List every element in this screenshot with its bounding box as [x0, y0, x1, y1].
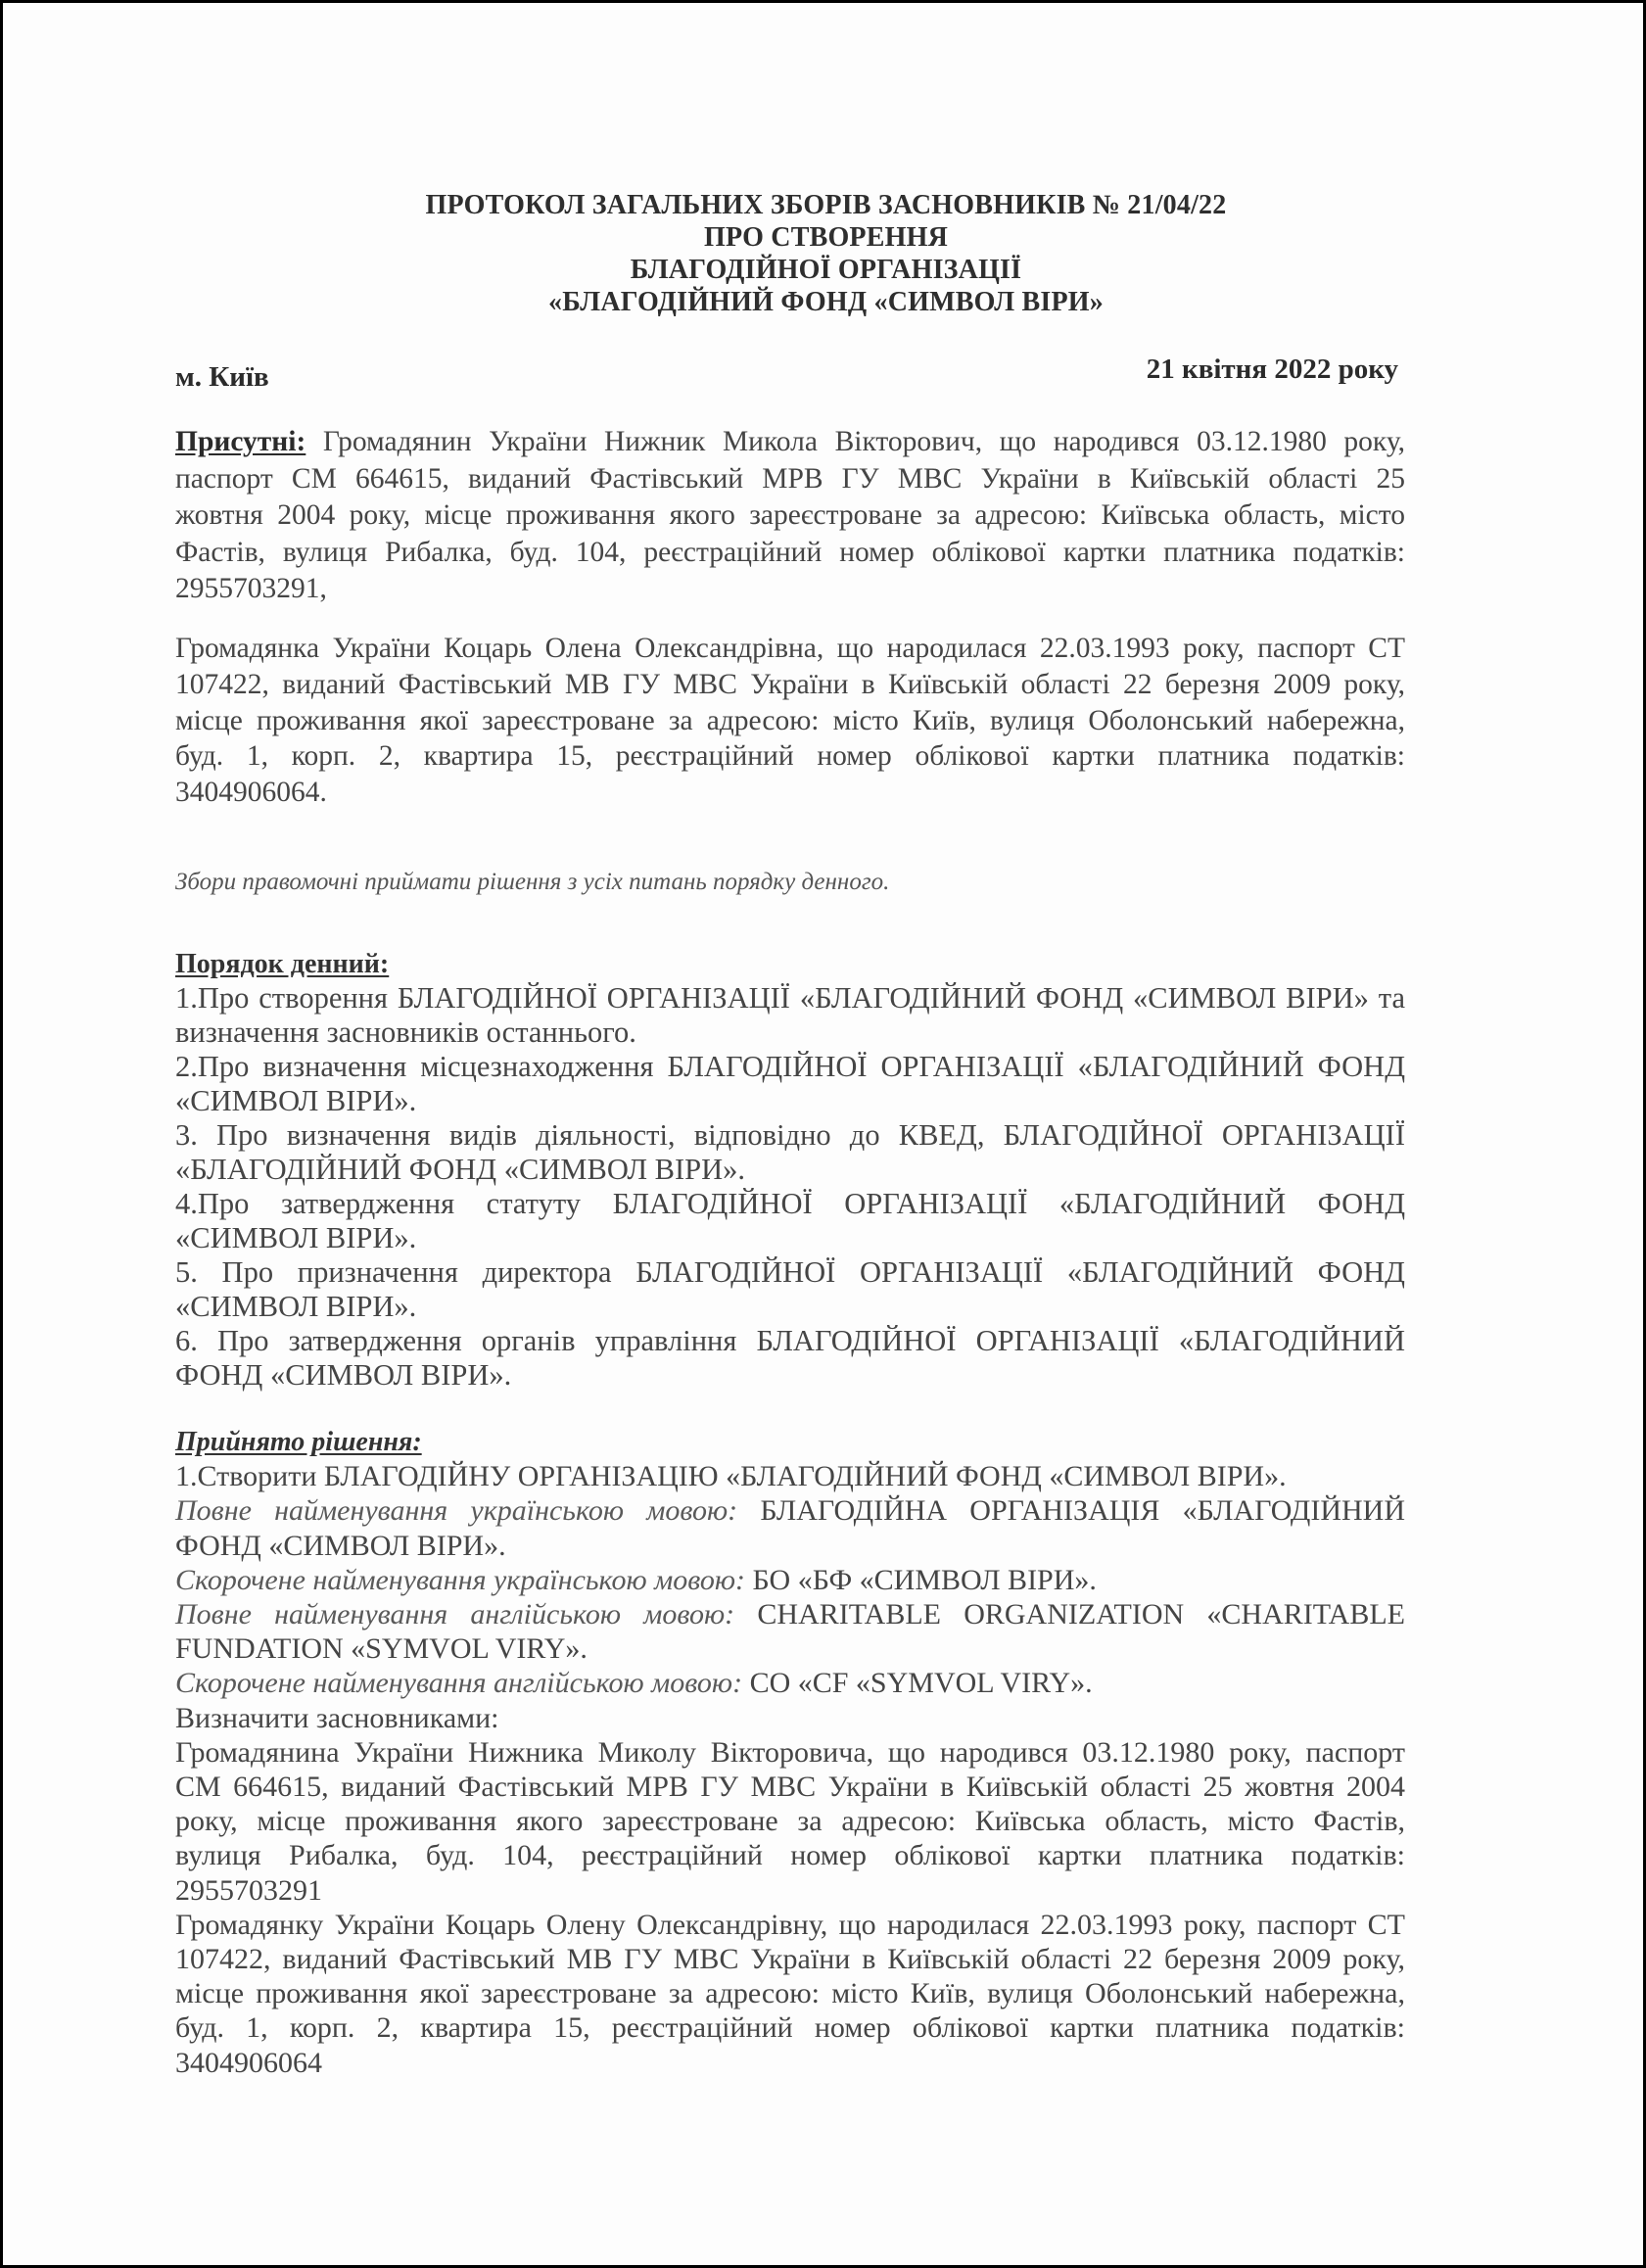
- founder-1-line: 2955703291: [175, 1873, 322, 1907]
- short-en-label: Скорочене найменування англійською мовою:: [175, 1667, 743, 1700]
- full-ua-value-cont: ФОНД «СИМВОЛ ВІРИ».: [175, 1529, 506, 1562]
- present-person-1: [175, 424, 1405, 608]
- date: 21 квітня 2022 року: [1146, 354, 1398, 385]
- full-en-label: Повне найменування англійською мовою:: [175, 1598, 735, 1631]
- agenda-line: визначення засновників останнього.: [175, 1016, 636, 1049]
- founder-1-line: СМ 664615, виданий Фастівський МРВ ГУ МВС України в Київській області 25 жовтня 2004: [175, 1771, 1405, 1804]
- agenda-line: «СИМВОЛ ВІРИ».: [175, 1221, 417, 1254]
- agenda-line: «БЛАГОДІЙНИЙ ФОНД «СИМВОЛ ВІРИ».: [175, 1153, 746, 1186]
- present-line: буд. 1, корп. 2, квартира 15, реєстраційний номер облікової картки платника податків:: [175, 740, 1405, 773]
- title-line-4: «БЛАГОДІЙНИЙ ФОНД «СИМВОЛ ВІРИ»: [548, 287, 1104, 317]
- title-line-1: ПРОТОКОЛ ЗАГАЛЬНИХ ЗБОРІВ ЗАСНОВНИКІВ № 21/04/22: [425, 190, 1227, 220]
- short-ua-label: Скорочене найменування українською мовою:: [175, 1563, 746, 1596]
- founder-1-line: Громадянина України Нижника Миколу Вікторовича, що народився 03.12.1980 року, паспорт: [175, 1735, 1405, 1769]
- present-line: 107422, виданий Фастівський МВ ГУ МВС України в Київській області 22 березня 2009 року,: [175, 668, 1405, 700]
- short-ua-value: БО «БФ «СИМВОЛ ВІРИ».: [745, 1563, 1097, 1596]
- agenda-line: 6. Про затвердження органів управління БЛАГОДІЙНОЇ ОРГАНІЗАЦІЇ «БЛАГОДІЙНИЙ: [175, 1324, 1405, 1357]
- present-line: 3404906064.: [175, 777, 327, 809]
- present-line: Фастів, вулиця Рибалка, буд. 104, реєстраційний номер облікової картки платника податків:: [175, 536, 1405, 568]
- agenda-heading: Порядок денний:: [175, 949, 390, 979]
- present-line: місце проживання якої зареєстроване за адресою: місто Київ, вулиця Оболонський набережна,: [175, 704, 1405, 736]
- agenda-line: 2.Про визначення місцезнаходження БЛАГОДІЙНОЇ ОРГАНІЗАЦІЇ «БЛАГОДІЙНИЙ ФОНД: [175, 1050, 1405, 1083]
- agenda-line: ФОНД «СИМВОЛ ВІРИ».: [175, 1358, 512, 1392]
- place: м. Київ: [175, 361, 269, 393]
- full-en-value-cont: FUNDATION «SYMVOL VIRY».: [175, 1632, 588, 1666]
- decision-create: 1.Створити БЛАГОДІЙНУ ОРГАНІЗАЦІЮ «БЛАГОДІЙНИЙ ФОНД «СИМВОЛ ВІРИ».: [175, 1460, 1287, 1493]
- agenda-line: «СИМВОЛ ВІРИ».: [175, 1084, 417, 1117]
- present-label: Присутні:: [175, 426, 306, 457]
- full-en-value: CHARITABLE ORGANIZATION «CHARITABLE: [734, 1598, 1405, 1631]
- decisions: [175, 1425, 1405, 2080]
- title-line-3: БЛАГОДІЙНОЇ ОРГАНІЗАЦІЇ: [630, 255, 1022, 285]
- present-line: паспорт СМ 664615, виданий Фастівський МРВ ГУ МВС України в Київській області 25: [175, 462, 1405, 495]
- agenda: [175, 947, 1405, 1393]
- full-ua-value: БЛАГОДІЙНА ОРГАНІЗАЦІЯ «БЛАГОДІЙНИЙ: [737, 1494, 1406, 1528]
- decisions-heading: Прийнято рішення:: [175, 1427, 422, 1457]
- agenda-line: 4.Про затвердження статуту БЛАГОДІЙНОЇ ОРГАНІЗАЦІЇ «БЛАГОДІЙНИЙ ФОНД: [175, 1187, 1405, 1220]
- present-line: Громадянка України Коцарь Олена Олександрівна, що народилася 22.03.1993 року, паспорт СТ: [175, 633, 1405, 664]
- founder-1-line: вулиця Рибалка, буд. 104, реєстраційний номер облікової картки платника податків:: [175, 1839, 1405, 1872]
- present-line: Громадянин України Нижник Микола Вікторович, що народився 03.12.1980 року,: [306, 426, 1405, 457]
- short-en-value: CO «CF «SYMVOL VIRY».: [742, 1667, 1093, 1700]
- agenda-line: 1.Про створення БЛАГОДІЙНОЇ ОРГАНІЗАЦІЇ «БЛАГОДІЙНИЙ ФОНД «СИМВОЛ ВІРИ» та: [175, 981, 1405, 1015]
- founder-2-line: Громадянку України Коцарь Олену Олександрівну, що народилася 22.03.1993 року, паспорт СТ: [175, 1908, 1405, 1941]
- founder-1-line: року, місце проживання якого зареєстроване за адресою: Київська область, місто Фастів,: [175, 1805, 1405, 1838]
- founders-label: Визначити засновниками:: [175, 1701, 499, 1734]
- agenda-line: «СИМВОЛ ВІРИ».: [175, 1290, 417, 1323]
- present-line: жовтня 2004 року, місце проживання якого зареєстроване за адресою: Київська область, місто: [175, 499, 1405, 531]
- founder-2-line: буд. 1, корп. 2, квартира 15, реєстраційний номер облікової картки платника податків:: [175, 2011, 1405, 2045]
- document-title: [3, 189, 1646, 318]
- quorum-note: Збори правомочні приймати рішення з усіх питань порядку денного.: [175, 869, 890, 895]
- agenda-line: 5. Про призначення директора БЛАГОДІЙНОЇ ОРГАНІЗАЦІЇ «БЛАГОДІЙНИЙ ФОНД: [175, 1255, 1405, 1289]
- founder-2-line: місце проживання якої зареєстроване за адресою: місто Київ, вулиця Оболонський набережна,: [175, 1977, 1405, 2010]
- present-line: 2955703291,: [175, 573, 327, 604]
- full-ua-label: Повне найменування українською мовою:: [175, 1494, 738, 1528]
- agenda-line: 3. Про визначення видів діяльності, відповідно до КВЕД, БЛАГОДІЙНОЇ ОРГАНІЗАЦІЇ: [175, 1118, 1405, 1152]
- present-person-2: [175, 631, 1405, 811]
- founder-2-line: 107422, виданий Фастівський МВ ГУ МВС України в Київській області 22 березня 2009 року,: [175, 1943, 1405, 1976]
- title-line-2: ПРО СТВОРЕННЯ: [703, 222, 948, 253]
- founder-2-line: 3404906064: [175, 2046, 322, 2079]
